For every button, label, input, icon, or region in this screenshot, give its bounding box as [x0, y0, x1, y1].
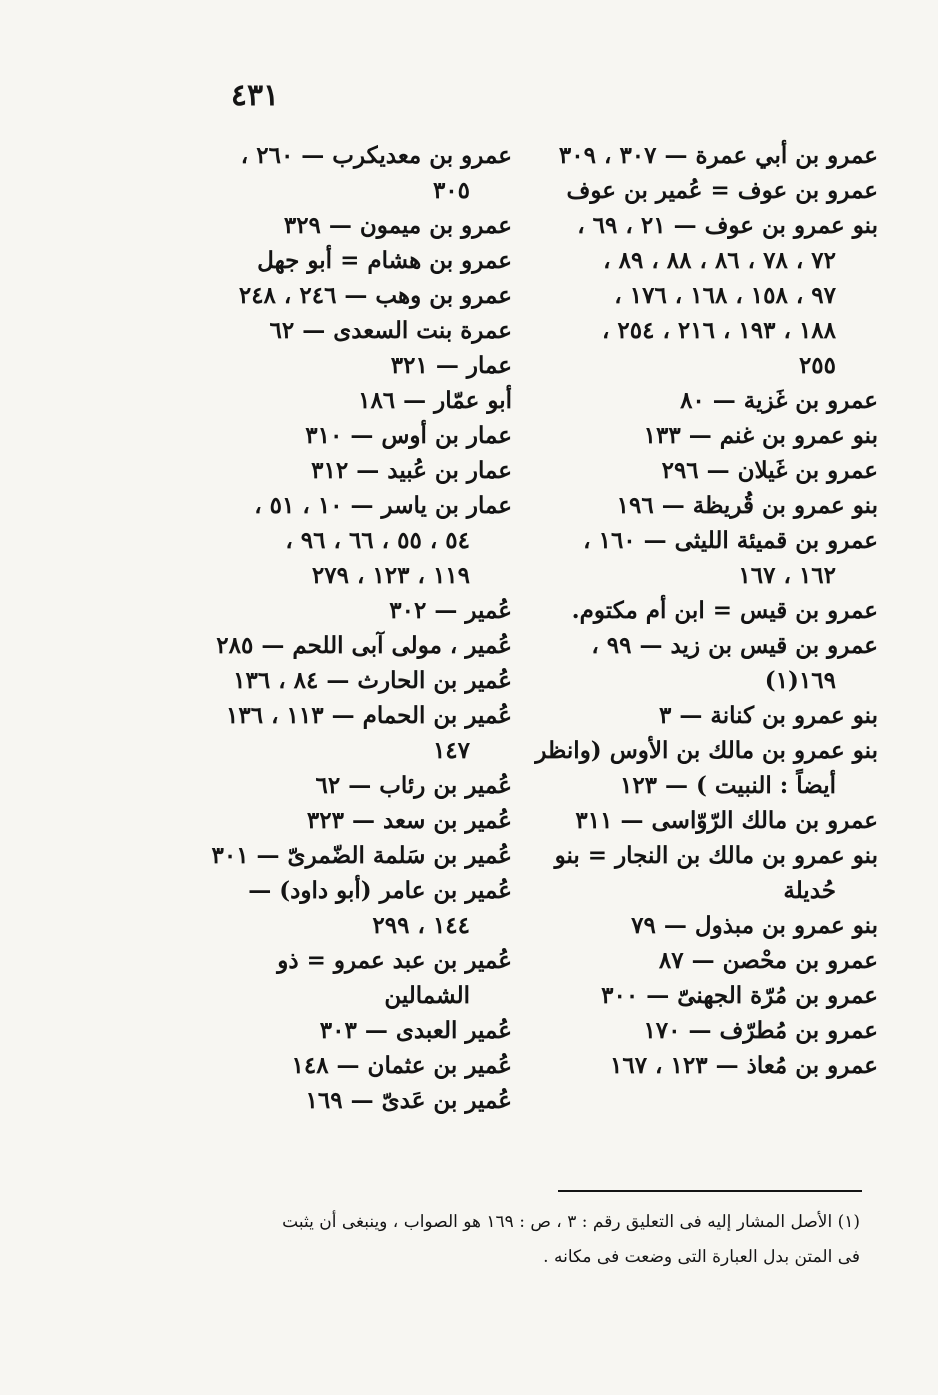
index-entry: [548, 1048, 878, 1083]
entry-heading-line: بنو عمرو بن مبذول — ٧٩: [631, 912, 878, 939]
entry-heading-line: عمار — ٣٢١: [390, 352, 512, 379]
entry-continuation-line: الشمالين: [384, 982, 470, 1009]
entry-heading-line: عمرو بن مالك الرّوّاسى — ٣١١: [575, 807, 878, 834]
entry-continuation-line: ٣٠٥: [432, 177, 470, 204]
index-entry: [192, 348, 512, 383]
index-entry: [192, 628, 512, 663]
index-entry: [192, 663, 512, 698]
entry-heading-line: بنو عمرو بن كنانة — ٣: [659, 702, 878, 729]
entry-heading-line: عمار بن ياسر — ١٠ ، ٥١ ،: [254, 492, 512, 519]
entry-continuation-line: أيضاً : النبيت ) — ١٢٣: [619, 772, 836, 799]
index-entry: [192, 278, 512, 313]
entry-heading-line: عمرو بن معديكرب — ٢٦٠ ،: [240, 142, 512, 169]
index-entry: [548, 943, 878, 978]
index-entry: [192, 1013, 512, 1048]
entry-continuation-line: ١١٩ ، ١٢٣ ، ٢٧٩: [311, 562, 470, 589]
entry-continuation-line: ١٨٨ ، ١٩٣ ، ٢١٦ ، ٢٥٤ ،: [601, 317, 836, 344]
entry-heading-line: عُمير بن رئاب — ٦٢: [315, 772, 512, 799]
entry-heading-line: عُمير بن عثمان — ١٤٨: [291, 1052, 512, 1079]
entry-heading-line: أبو عمّار — ١٨٦: [358, 387, 512, 414]
index-entry: [548, 523, 878, 593]
entry-heading-line: عُمير ، مولى آبى اللحم — ٢٨٥: [216, 632, 512, 659]
index-entry: [192, 488, 512, 593]
entry-heading-line: بنو عمرو بن عوف — ٢١ ، ٦٩ ،: [577, 212, 878, 239]
index-entry: [548, 488, 878, 523]
entry-heading-line: عُمير العبدى — ٣٠٣: [319, 1017, 512, 1044]
index-entry: [548, 173, 878, 208]
entry-heading-line: عمرو بن وهب — ٢٤٦ ، ٢٤٨: [238, 282, 512, 309]
index-entry: [548, 418, 878, 453]
entry-continuation-line: ٩٧ ، ١٥٨ ، ١٦٨ ، ١٧٦ ،: [614, 282, 836, 309]
index-entry: [192, 698, 512, 768]
index-entry: [192, 873, 512, 943]
entry-heading-line: عمار بن أوس — ٣١٠: [305, 422, 512, 449]
index-entry: [192, 243, 512, 278]
entry-heading-line: عُمير بن سَلمة الضّمرىّ — ٣٠١: [211, 842, 512, 869]
index-column-left: [192, 138, 512, 1118]
entry-heading-line: عمار بن عُبيد — ٣١٢: [311, 457, 512, 484]
index-entry: [192, 383, 512, 418]
index-entry: [192, 943, 512, 1013]
entry-heading-line: عمرو بن قيس = ابن أم مكتوم.: [571, 597, 878, 624]
index-entry: [192, 1083, 512, 1118]
entry-heading-line: عمرو بن غَزية — ٨٠: [680, 387, 878, 414]
entry-heading-line: بنو عمرو بن غنم — ١٣٣: [643, 422, 878, 449]
index-entry: [192, 1048, 512, 1083]
index-entry: [535, 733, 878, 803]
entry-heading-line: عمرو بن عوف = عُمير بن عوف: [566, 177, 878, 204]
entry-heading-line: عمرو بن قميئة الليثى — ١٦٠ ،: [583, 527, 878, 554]
entry-heading-line: بنو عمرو بن قُريظة — ١٩٦: [616, 492, 878, 519]
entry-continuation-line: ٧٢ ، ٧٨ ، ٨٦ ، ٨٨ ، ٨٩ ،: [603, 247, 836, 274]
index-entry: [192, 803, 512, 838]
index-entry: [548, 908, 878, 943]
index-entry: [192, 768, 512, 803]
entry-continuation-line: ١٦٢ ، ١٦٧: [738, 562, 836, 589]
footnote-line: (١) الأصل المشار إليه فى التعليق رقم : ٣ ، ص : ١٦٩ هو الصواب ، وينبغى أن يثبت: [282, 1212, 860, 1232]
entry-heading-line: عمرو بن غَيلان — ٢٩٦: [661, 457, 878, 484]
index-entry: [548, 383, 878, 418]
entry-continuation-line: ٥٤ ، ٥٥ ، ٦٦ ، ٩٦ ،: [285, 527, 470, 554]
index-entry: [548, 803, 878, 838]
entry-heading-line: عمرو بن مُرّة الجهنىّ — ٣٠٠: [601, 982, 878, 1009]
index-entry: [548, 1013, 878, 1048]
index-column-right: [535, 138, 878, 1083]
index-entry: [548, 838, 878, 908]
index-entry: [548, 628, 878, 698]
entry-heading-line: عُمير بن الحمام — ١١٣ ، ١٣٦: [226, 702, 512, 729]
entry-heading-line: بنو عمرو بن مالك بن النجار = بنو: [554, 842, 878, 869]
entry-heading-line: عُمير بن عبد عمرو = ذو: [277, 947, 512, 974]
footnote: [160, 1205, 860, 1275]
entry-continuation-line: ١٤٧: [432, 737, 470, 764]
entry-continuation-line: ٢٥٥: [798, 352, 836, 379]
entry-heading-line: عمرو بن محْصن — ٨٧: [658, 947, 878, 974]
entry-heading-line: عمرو بن ميمون — ٣٢٩: [283, 212, 512, 239]
index-entry: [548, 208, 878, 383]
entry-heading-line: عُمير بن سعد — ٣٢٣: [306, 807, 512, 834]
footnote-divider: [558, 1190, 862, 1192]
entry-heading-line: عُمير بن عَدىّ — ١٦٩: [305, 1087, 512, 1114]
index-entry: [192, 313, 512, 348]
entry-heading-line: عمرة بنت السعدى — ٦٢: [269, 317, 512, 344]
index-entry: [192, 418, 512, 453]
entry-heading-line: عمرو بن قيس بن زيد — ٩٩ ،: [591, 632, 878, 659]
entry-heading-line: عمرو بن هشام = أبو جهل: [257, 247, 512, 274]
index-entry: [548, 593, 878, 628]
entry-heading-line: عمرو بن مُعاذ — ١٢٣ ، ١٦٧: [609, 1052, 878, 1079]
entry-heading-line: عُمير بن الحارث — ٨٤ ، ١٣٦: [233, 667, 512, 694]
index-entry: [548, 698, 878, 733]
index-entry: [192, 138, 512, 208]
entry-continuation-line: ١٦٩(١): [764, 667, 836, 694]
footnote-line: فى المتن بدل العبارة التى وضعت فى مكانه .: [543, 1247, 860, 1267]
index-entry: [548, 453, 878, 488]
entry-heading-line: عمرو بن مُطرّف — ١٧٠: [643, 1017, 878, 1044]
page-number: ٤٣١: [230, 78, 280, 113]
entry-heading-line: بنو عمرو بن مالك بن الأوس (وانظر: [535, 737, 878, 764]
entry-continuation-line: ١٤٤ ، ٢٩٩: [372, 912, 470, 939]
index-entry: [192, 593, 512, 628]
index-entry: [192, 208, 512, 243]
entry-heading-line: عُمير بن عامر (أبو داود) —: [248, 877, 512, 904]
entry-heading-line: عُمير — ٣٠٢: [389, 597, 512, 624]
index-entry: [548, 978, 878, 1013]
index-entry: [192, 453, 512, 488]
index-entry: [192, 838, 512, 873]
index-entry: [548, 138, 878, 173]
entry-heading-line: عمرو بن أبي عمرة — ٣٠٧ ، ٣٠٩: [558, 142, 878, 169]
entry-continuation-line: حُديلة: [783, 877, 836, 904]
